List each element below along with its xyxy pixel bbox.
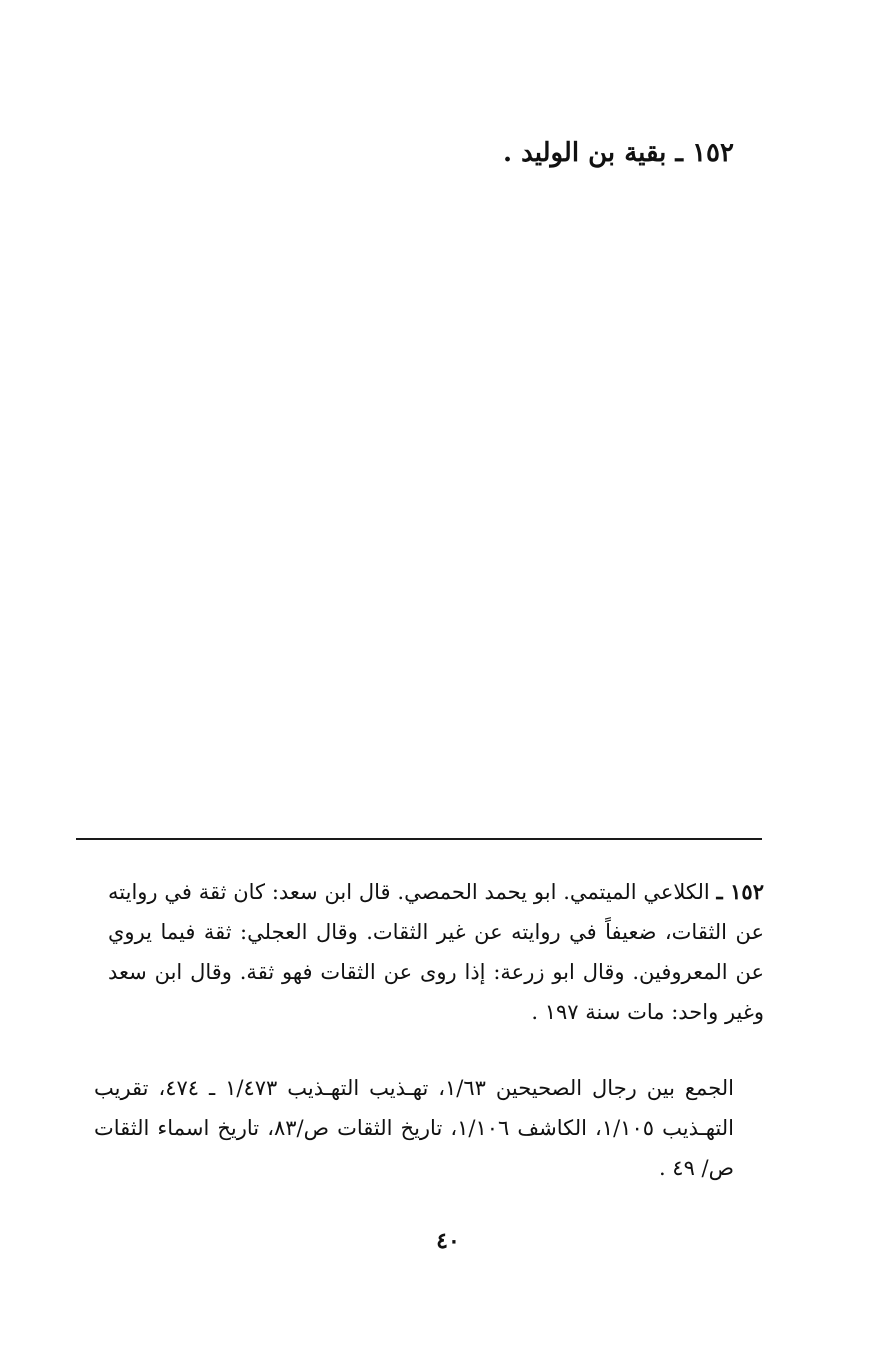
- footnote-divider: [76, 838, 762, 840]
- footnote-text: الكلاعي الميتمي. ابو يحمد الحمصي. قال ابن سعد: كان ثقة في روايته عن الثقات، ضعيفاً في روايته عن غير الثقات. وقال العجلي: ثقة فيما يروي عن المعروفين. وقال ابو زرعة: إذا روى عن الثقات فهو ثقة. وقال ابن سعد وغير واحد: مات سنة ١٩٧ .: [108, 880, 764, 1024]
- entry-heading: ١٥٢ ـ بقية بن الوليد .: [502, 138, 734, 168]
- footnote-biography: [108, 872, 764, 1032]
- footnote-references: [94, 1068, 734, 1188]
- footnote-number: ١٥٢ ـ: [716, 879, 764, 904]
- footnote-paragraph: [108, 872, 764, 1032]
- references-text: الجمع بين رجال الصحيحين ١/٦٣، تهـذيب التهـذيب ١/٤٧٣ ـ ٤٧٤، تقريب التهـذيب ١/١٠٥، الكاشف ١/١٠٦، تاريخ الثقات ص/٨٣، تاريخ اسماء الثقات ص/ ٤٩ .: [94, 1076, 734, 1180]
- page-number: ٤٠: [436, 1228, 460, 1254]
